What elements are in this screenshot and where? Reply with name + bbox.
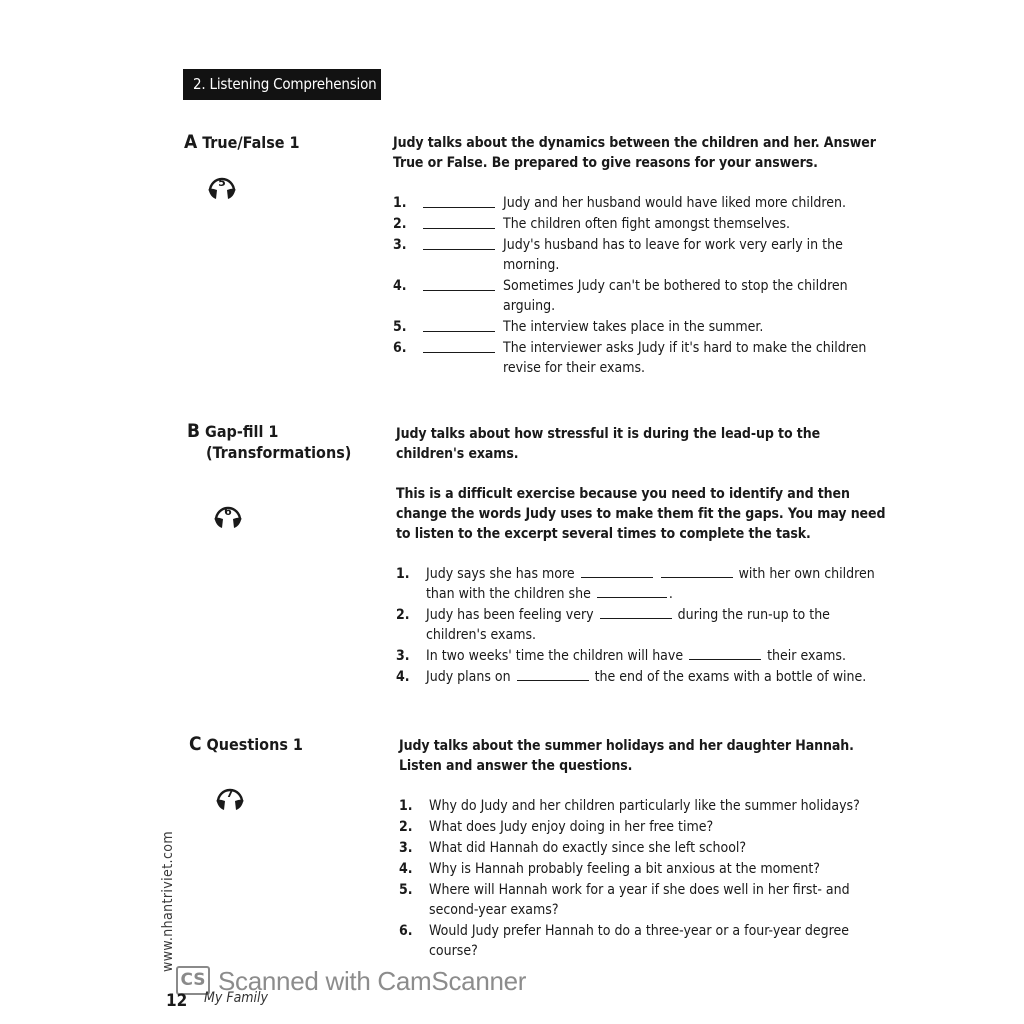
camscanner-text: Scanned with CamScanner bbox=[218, 966, 527, 996]
true-false-item: 2. The children often fight amongst themselves. bbox=[393, 216, 791, 232]
answer-blank[interactable] bbox=[423, 193, 495, 208]
headphones-icon bbox=[205, 169, 239, 203]
true-false-item: 5. The interview takes place in the summer. bbox=[393, 319, 764, 335]
section-c-title: C Questions 1 bbox=[189, 733, 303, 755]
answer-blank[interactable] bbox=[423, 317, 495, 332]
section-b-content bbox=[396, 424, 886, 688]
section-b-instructions-2: This is a difficult exercise because you need to identify and then change the words Judy uses to make them fit the gaps. You may need to listen to the excerpt several times to complete the task. bbox=[396, 486, 886, 542]
true-false-item: 1. Judy and her husband would have liked more children. bbox=[393, 195, 847, 211]
gap-fill-item: 1. Judy says she has more with her own children than with the children she . bbox=[396, 566, 875, 602]
true-false-item: 6. The interviewer asks Judy if it's hard to make the children revise for their exams. bbox=[393, 340, 867, 376]
answer-blank[interactable] bbox=[423, 276, 495, 291]
true-false-item: 4. Sometimes Judy can't be bothered to stop the children arguing. bbox=[393, 278, 848, 314]
section-a-title: A True/False 1 bbox=[184, 131, 300, 153]
answer-gap[interactable] bbox=[517, 679, 589, 681]
camscanner-logo: CS bbox=[176, 966, 210, 995]
headphones-icon bbox=[211, 498, 245, 532]
headphones-icon bbox=[213, 780, 247, 814]
footer-title: My Family bbox=[204, 990, 269, 1006]
question-item: 6. Would Judy prefer Hannah to do a three-year or a four-year degree course? bbox=[399, 923, 850, 959]
true-false-list bbox=[393, 193, 883, 378]
audio-track-number: 6 bbox=[224, 505, 232, 518]
answer-gap[interactable] bbox=[689, 658, 761, 660]
gap-fill-list bbox=[396, 564, 886, 687]
answer-gap[interactable] bbox=[600, 617, 672, 619]
gap-fill-item: 4. Judy plans on the end of the exams with a bottle of wine. bbox=[396, 669, 867, 685]
section-a-content bbox=[393, 133, 883, 379]
question-item: 3. What did Hannah do exactly since she left school? bbox=[399, 840, 747, 856]
section-c-instructions: Judy talks about the summer holidays and her daughter Hannah. Listen and answer the questions. bbox=[399, 738, 854, 774]
true-false-item: 3. Judy's husband has to leave for work very early in the morning. bbox=[393, 237, 843, 273]
page-number: 12 bbox=[166, 991, 188, 1011]
section-c-content bbox=[399, 736, 889, 962]
answer-blank[interactable] bbox=[423, 235, 495, 250]
answer-gap[interactable] bbox=[581, 576, 653, 578]
answer-gap[interactable] bbox=[661, 576, 733, 578]
gap-fill-item: 2. Judy has been feeling very during the run-up to the children's exams. bbox=[396, 607, 830, 643]
questions-list bbox=[399, 796, 889, 961]
answer-gap[interactable] bbox=[597, 596, 667, 598]
audio-track-number: 5 bbox=[218, 176, 226, 189]
side-watermark: www.nhantriviet.com bbox=[160, 830, 176, 972]
section-a-instructions: Judy talks about the dynamics between the children and her. Answer True or False. Be prepared to give reasons for your answers. bbox=[393, 135, 876, 171]
question-item: 2. What does Judy enjoy doing in her free time? bbox=[399, 819, 714, 835]
question-item: 5. Where will Hannah work for a year if she does well in her first- and second-year exams? bbox=[399, 882, 850, 918]
answer-blank[interactable] bbox=[423, 338, 495, 353]
gap-fill-item: 3. In two weeks' time the children will have their exams. bbox=[396, 648, 846, 664]
section-banner: 2. Listening Comprehension bbox=[183, 69, 381, 100]
answer-blank[interactable] bbox=[423, 214, 495, 229]
section-b-title: B Gap-fill 1 (Transformations) bbox=[187, 420, 352, 462]
audio-track-number: 7 bbox=[226, 787, 234, 800]
question-item: 1. Why do Judy and her children particularly like the summer holidays? bbox=[399, 798, 860, 814]
section-b-instructions: Judy talks about how stressful it is during the lead-up to the children's exams. bbox=[396, 426, 821, 462]
question-item: 4. Why is Hannah probably feeling a bit anxious at the moment? bbox=[399, 861, 820, 877]
